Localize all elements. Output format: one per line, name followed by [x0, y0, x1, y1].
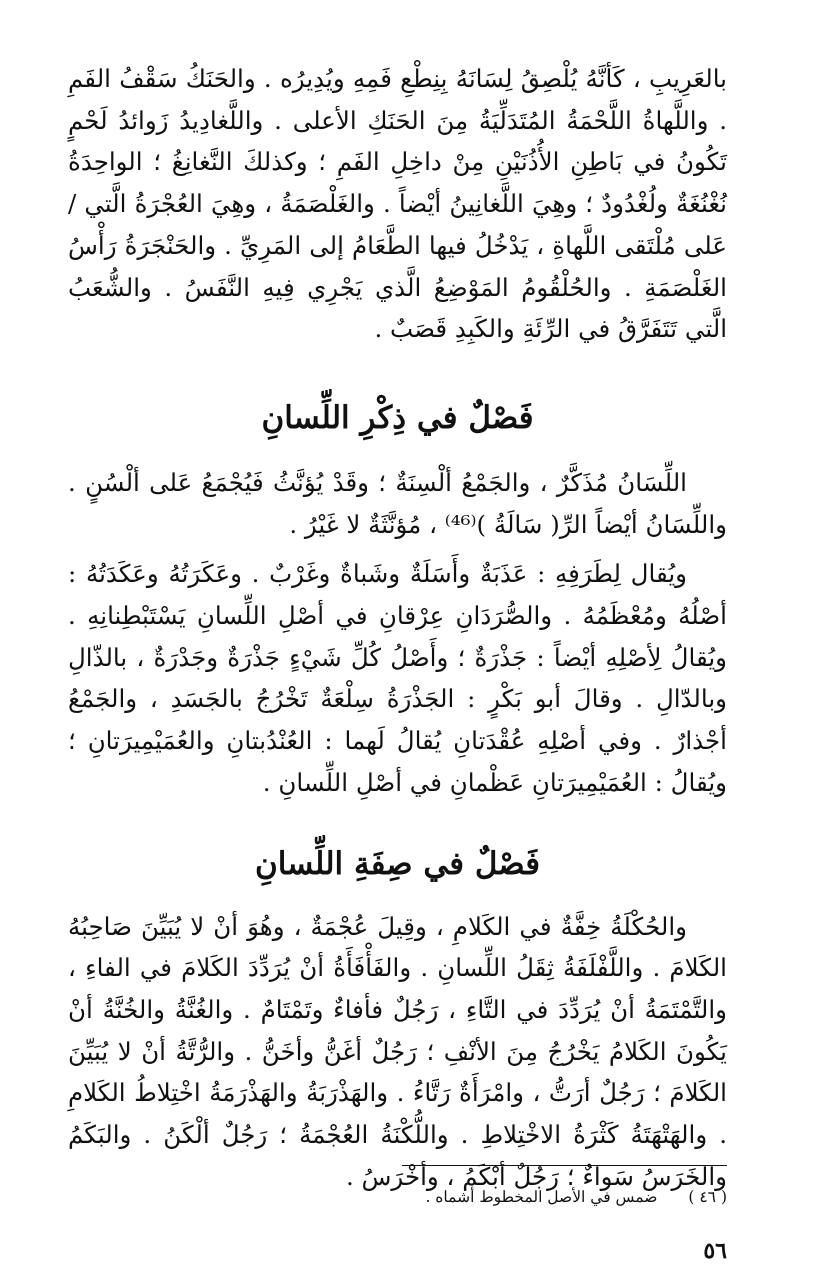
- intro-paragraph: بالعَرِيبِ ، كَأنَّهُ يُلْصِقُ لِسَانَهُ بِنِطْعِ فَمِهِ ويُدِيرُه . والحَنَكُ سَقْفُ الفَمِ . واللَّهاةُ اللَّحْمَةُ المُتَدَلِّيَةُ مِنَ الحَنَكِ الأعلى . واللَّغادِيدُ زَوائدُ لَحْمٍ تَكُونُ في بَاطِنِ الأُذُنَيْنِ مِنْ داخِلِ الفَمِ ؛ وكذلكَ النَّغانِغُ ؛ الواحِدَةُ نُغْنُغَةٌ ولُغْدُودٌ ؛ وهِيَ اللَّغانِينُ أيْضاً . والغَلْصَمَةُ ، وهِيَ العُجْرَةُ الَّتي / عَلى مُلْتَقى اللَّهاةِ ، يَدْخُلُ فيها الطَّعَامُ إلى المَرِيِّ . والحَنْجَرَةُ رَأْسُ الغَلْصَمَةِ . والحُلْقُومُ المَوْضِعُ الَّذي يَجْرِي فِيهِ النَّفَسُ . والشُّعَبُ الَّتي تَتَفَرَّقُ في الرِّئَةِ والكَبِدِ قَصَبٌ .: [68, 64, 727, 344]
- section1-paragraph-1: اللِّسَانُ مُذَكَّرٌ ، والجَمْعُ ألْسِنَةٌ ؛ وقَدْ يُؤنَّثُ فَيُجْمَعُ عَلى ألْسُنٍ . واللِّسَانُ أيْضاً الرِّ( سَالَةُ )⁽⁴⁶⁾ ، مُؤنَّثَةٌ لا غَيْرُ .: [68, 467, 727, 539]
- page-number: ٥٦: [703, 1238, 727, 1264]
- document-page: [68, 58, 727, 1287]
- section1-paragraph-2: ويُقال لِطَرَفِهِ : عَذَبَةٌ وأَسَلَةٌ وشَباةٌ وغَرْبٌ . وعَكَرَتُهُ وعَكَدَتُهُ : أصْلُهُ ومُعْظَمُهُ . والصُّرَدَانِ عِرْقانِ في أصْلِ اللِّسانِ يَسْتَبْطِنانِهِ . ويُقالُ لِأصْلِهِ أيْضاً : جَذْرَةٌ ؛ وأَصْلُ كُلِّ شَيْءٍ جَذْرَةٌ وجَدْرَةٌ ، بالذّالِ وبالدّالِ . وقالَ أبو بَكْرٍ : الجَذْرَةُ سِلْعَةٌ تَخْرُجُ بالجَسَدِ ، والجَمْعُ أجْذارٌ . وفي أصْلِهِ عُقْدَتانِ يُقالُ لَهما : العُنْدُبتانِ والعُمَيْمِيرَتانِ ؛ ويُقالُ : العُمَيْمِيرَتانِ عَظْمانِ في أصْلِ اللِّسانِ .: [68, 559, 727, 797]
- section-title-tongue: فَصْلٌ في ذِكْرِ اللِّسانِ: [261, 399, 534, 436]
- footnote: [68, 1186, 727, 1208]
- section2-paragraph-1: والحُكْلَةُ خِفَّةٌ في الكَلامِ ، وقِيلَ عُجْمَةٌ ، وهُوَ أنْ لا يُبَيِّنَ صَاحِبُهُ الكَلامَ . واللَّفْلَفَةُ ثِقَلُ اللِّسانِ . والفَأْفَأَةُ أنْ يُرَدِّدَ الكَلامَ في الفاءِ ، والتَّمْتَمَةُ أنْ يُرَدِّدَ في التَّاءِ ، رَجُلٌ فأفاءٌ وتَمْتَامٌ . والغُنَّةُ والخُنَّةُ أنْ يَكُونَ الكَلامُ يَخْرُجُ مِنَ الأنْفِ ؛ رَجُلٌ أغَنُّ وأخَنُّ . والرُّتَّةُ أنْ لا يُبَيِّنَ الكَلامَ ؛ رَجُلٌ أرَتُّ ، وامْرَأَةٌ رَتَّاءُ . والهَذْرَبَةُ والهَذْرَمَةُ اخْتِلاطُ الكَلامِ . والهَتْهَتَةُ كَثْرَةُ الاخْتِلاطِ . واللُّكْنَةُ العُجْمَةُ ؛ رَجُلٌ ألْكَنُ . والبَكَمُ والخَرَسُ سَواءٌ ؛ رَجُلٌ أبْكَمُ ، وأخْرَسُ .: [68, 911, 727, 1191]
- section-title-tongue-description: فَصْلٌ في صِفَةِ اللِّسانِ: [254, 845, 541, 882]
- footnote-text: ضمس في الأصل المخطوط أشماه .: [425, 1188, 658, 1206]
- footnote-number: ( ٤٦ ): [688, 1188, 727, 1206]
- footnote-divider: [402, 1165, 727, 1166]
